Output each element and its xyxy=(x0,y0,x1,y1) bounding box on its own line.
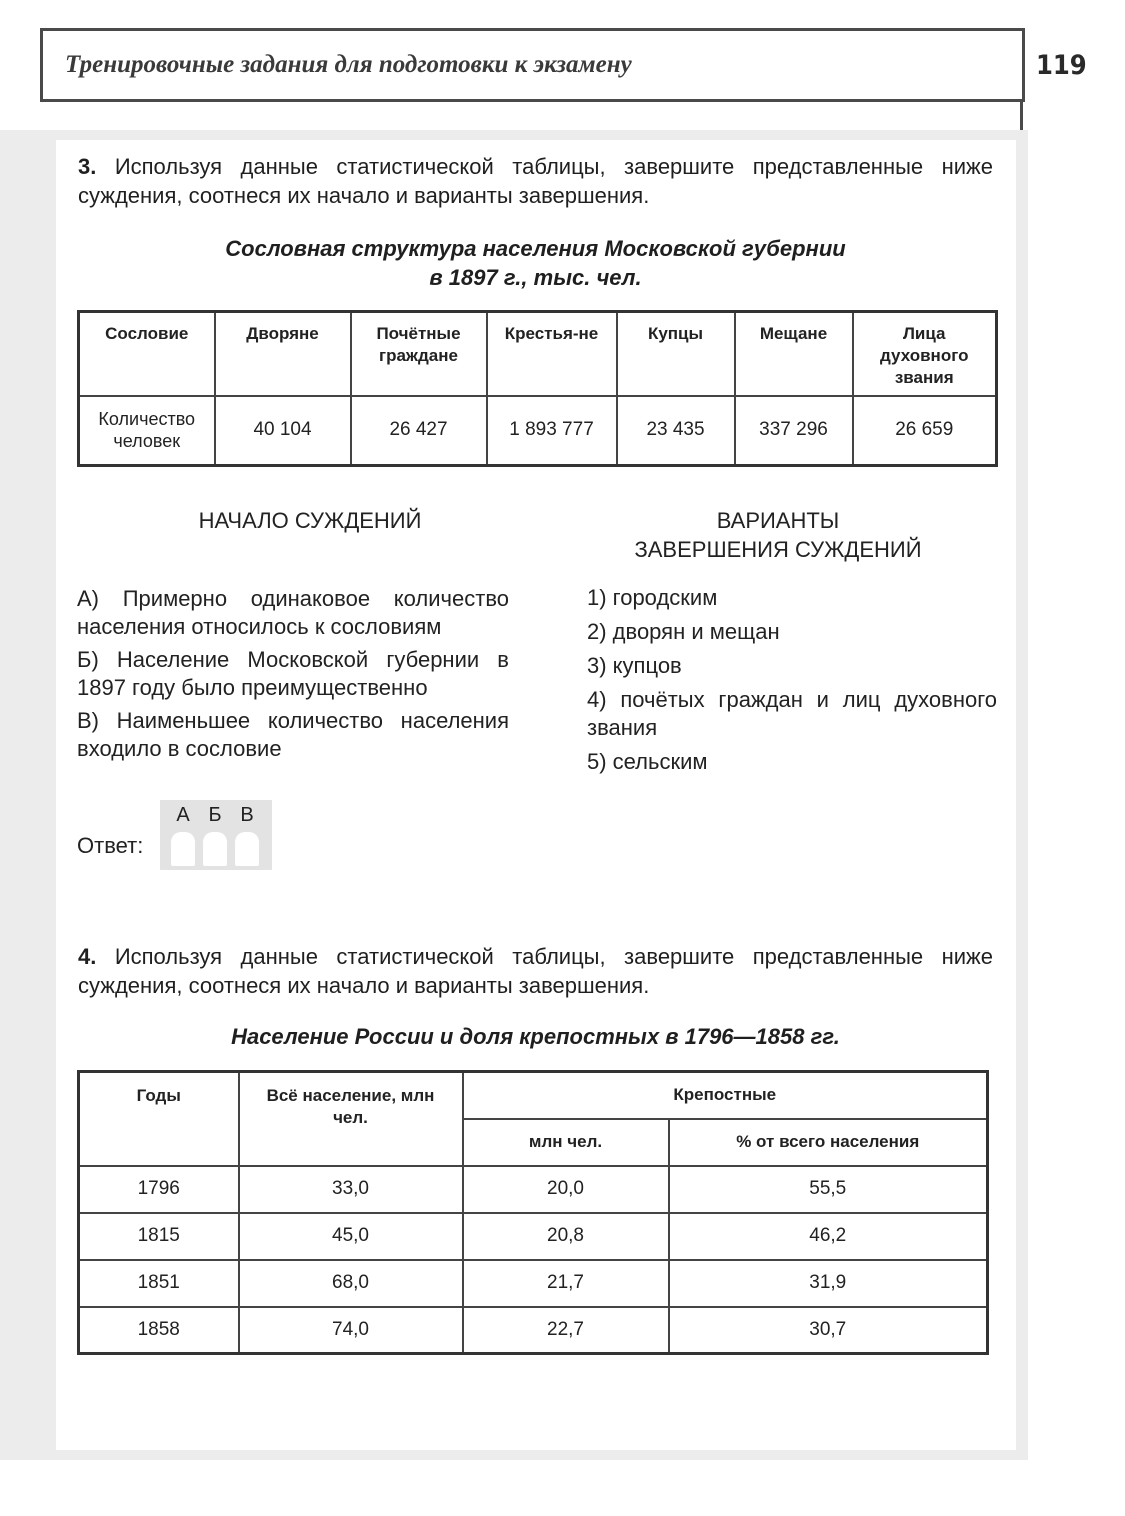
table-cell: 20,0 xyxy=(463,1166,669,1213)
list-item: 5) сельским xyxy=(587,749,708,774)
beginnings-list xyxy=(77,585,509,768)
answer-label: Ответ: xyxy=(77,833,144,858)
task3-number: 3. xyxy=(78,154,97,179)
table-cell: 68,0 xyxy=(239,1260,463,1307)
answer-cell-b[interactable] xyxy=(203,832,227,866)
table-header-cell: Мещане xyxy=(735,312,853,396)
table-row xyxy=(79,396,997,466)
page-number: 119 xyxy=(1036,50,1087,81)
table-cell: 33,0 xyxy=(239,1166,463,1213)
table-header-cell: Крепостные xyxy=(463,1072,988,1119)
task4-number: 4. xyxy=(78,944,97,969)
table-cell: 55,5 xyxy=(669,1166,988,1213)
table-header-row xyxy=(79,1072,988,1119)
task3-instruction xyxy=(78,152,993,210)
table-header-cell: Дворяне xyxy=(215,312,351,396)
header-box xyxy=(40,28,1025,102)
list-item: 3) купцов xyxy=(587,653,682,678)
task4-instruction xyxy=(78,942,993,1000)
endings-list xyxy=(587,584,997,782)
table-cell: 1 893 777 xyxy=(487,396,617,466)
task3-table-title-line2: в 1897 г., тыс. чел. xyxy=(429,265,642,290)
serfs-population-table xyxy=(77,1070,989,1355)
table-cell: 74,0 xyxy=(239,1307,463,1354)
table-header-cell: Всё население, млн чел. xyxy=(239,1072,463,1166)
table-header-row xyxy=(79,312,997,396)
list-item: В) Наименьшее количество населения входило в сословие xyxy=(77,708,509,761)
table-cell: 40 104 xyxy=(215,396,351,466)
list-item: 2) дворян и мещан xyxy=(587,619,780,644)
list-item: Б) Население Московской губернии в 1897 году было преимущественно xyxy=(77,647,509,700)
table-cell: 1796 xyxy=(79,1166,239,1213)
table-header-cell: Сословие xyxy=(79,312,215,396)
task4-instruction-text: Используя данные статистической таблицы, завершите представленные ниже суждения, соотнеся их начало и варианты завершения. xyxy=(78,944,993,998)
table-row xyxy=(79,1213,988,1260)
divider xyxy=(1020,100,1023,132)
answer-cell-c[interactable] xyxy=(235,832,259,866)
table-header-cell: % от всего населения xyxy=(669,1119,988,1166)
list-item: 1) городским xyxy=(587,585,718,610)
answer-letter: А xyxy=(176,804,190,826)
table-cell: 23 435 xyxy=(617,396,735,466)
beginnings-heading: НАЧАЛО СУЖДЕНИЙ xyxy=(198,508,422,533)
table-header-cell: Годы xyxy=(79,1072,239,1166)
table-cell: 46,2 xyxy=(669,1213,988,1260)
table-header-cell: Крестья-не xyxy=(487,312,617,396)
list-item: А) Примерно одинаковое количество населения относилось к сословиям xyxy=(77,586,509,639)
table-cell: 26 427 xyxy=(351,396,487,466)
endings-heading-line1: ВАРИАНТЫ xyxy=(716,508,840,533)
table-cell: 21,7 xyxy=(463,1260,669,1307)
table-cell: 1858 xyxy=(79,1307,239,1354)
table-cell: 45,0 xyxy=(239,1213,463,1260)
task4-table-title: Население России и доля крепостных в 1796—1858 гг. xyxy=(231,1024,840,1049)
table-row-label: Количество человек xyxy=(79,396,215,466)
table-cell: 31,9 xyxy=(669,1260,988,1307)
answer-cell-a[interactable] xyxy=(171,832,195,866)
task3-instruction-text: Используя данные статистической таблицы, завершите представленные ниже суждения, соотнеся их начало и варианты завершения. xyxy=(78,154,993,208)
table-header-cell: Почётные граждане xyxy=(351,312,487,396)
table-cell: 1815 xyxy=(79,1213,239,1260)
task3-table-title-line1: Сословная структура населения Московской губернии xyxy=(225,236,846,261)
endings-heading-line2: ЗАВЕРШЕНИЯ СУЖДЕНИЙ xyxy=(634,537,922,562)
table-row xyxy=(79,1166,988,1213)
answer-letter: В xyxy=(240,804,254,826)
table-cell: 1851 xyxy=(79,1260,239,1307)
table-header-cell: Лица духовного звания xyxy=(853,312,997,396)
table-cell: 337 296 xyxy=(735,396,853,466)
table-row xyxy=(79,1307,988,1354)
header-title: Тренировочные задания для подготовки к экзамену xyxy=(65,51,632,78)
table-header-cell: млн чел. xyxy=(463,1119,669,1166)
table-cell: 30,7 xyxy=(669,1307,988,1354)
table-cell: 20,8 xyxy=(463,1213,669,1260)
answer-letter: Б xyxy=(208,804,222,826)
table-cell: 22,7 xyxy=(463,1307,669,1354)
estate-structure-table xyxy=(77,310,998,467)
list-item: 4) почётых граждан и лиц духовного звания xyxy=(587,687,997,740)
table-header-cell: Купцы xyxy=(617,312,735,396)
table-row xyxy=(79,1260,988,1307)
table-cell: 26 659 xyxy=(853,396,997,466)
